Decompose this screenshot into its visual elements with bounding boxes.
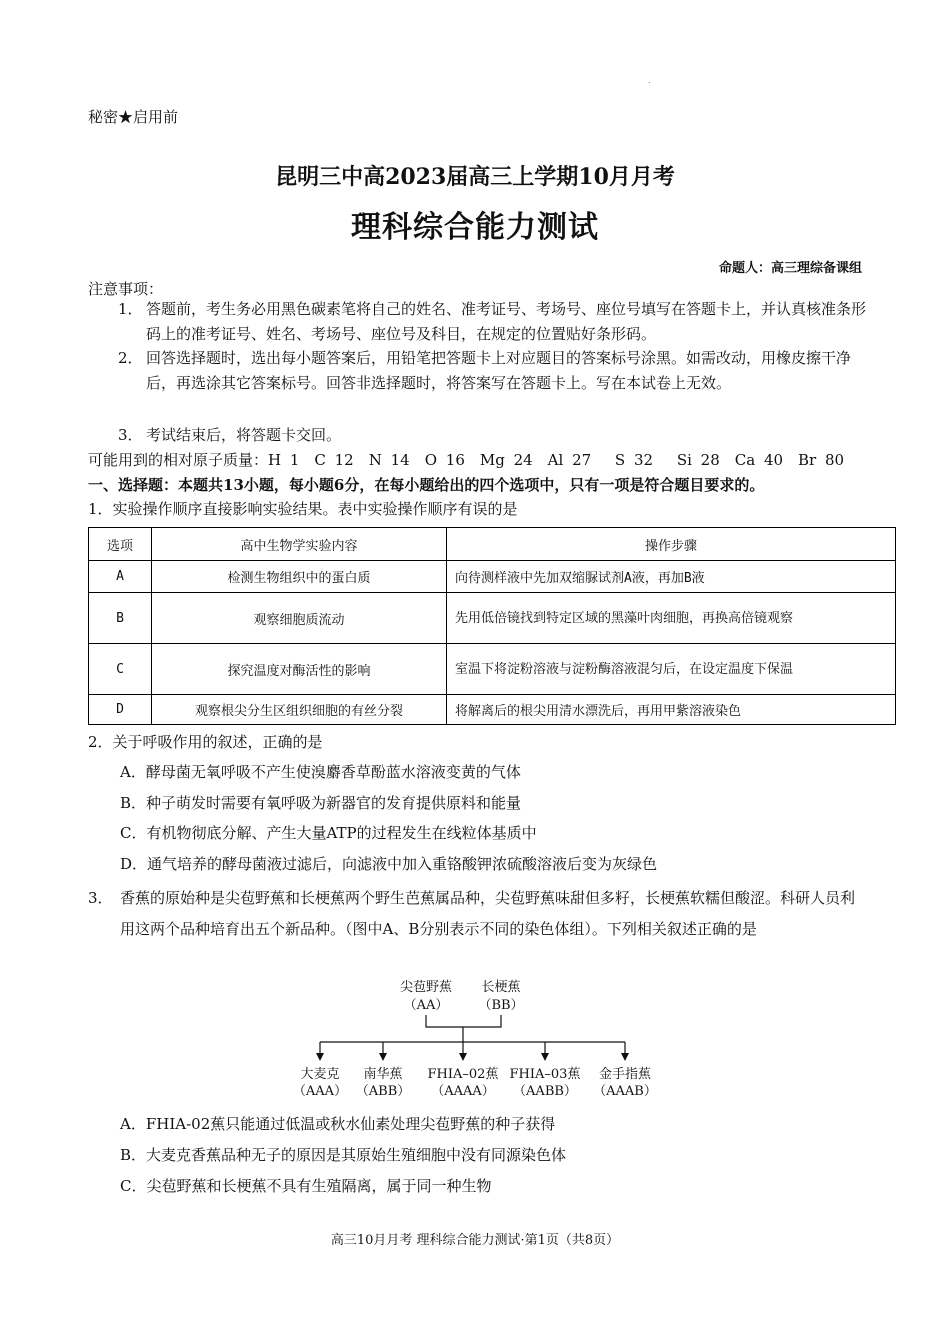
table-cell-steps: 室温下将淀粉溶液与淀粉酶溶液混匀后，在设定温度下保温 (447, 644, 896, 695)
parent-genome: （BB） (478, 998, 524, 1013)
offspring-genome: （AABB） (513, 1084, 577, 1099)
note-item-2 (118, 346, 866, 396)
note-number: 1． (118, 300, 143, 318)
table-row (89, 644, 896, 695)
parent-bracket (426, 1015, 501, 1027)
table-cell-steps: 将解离后的根尖用清水漂洗后，再用甲紫溶液染色 (447, 695, 896, 725)
table-row (89, 593, 896, 644)
table-header: 操作步骤 (447, 528, 896, 561)
offspring-genome: （AAA） (292, 1084, 348, 1099)
table-cell-option: A (89, 561, 152, 593)
table-cell-content: 探究温度对酶活性的影响 (152, 644, 447, 695)
table-cell-content: 检测生物组织中的蛋白质 (152, 561, 447, 593)
offspring-name: 南华蕉 (363, 1067, 403, 1082)
table-cell-option: B (89, 593, 152, 644)
offspring-name: FHIA–03蕉 (509, 1067, 581, 1082)
table-cell-steps: 向待测样液中先加双缩脲试剂A液，再加B液 (447, 561, 896, 593)
exam-author: 命题人：高三理综备课组 (718, 261, 862, 276)
scan-dot: . (648, 76, 651, 85)
note-number: 3． (118, 426, 143, 444)
parent-name: 尖苞野蕉 (399, 980, 453, 995)
arrow-head-icon (621, 1053, 629, 1061)
question-2-option-c: C．有机物彻底分解、产生大量ATP的过程发生在线粒体基质中 (120, 824, 537, 842)
question-3-option-a: A．FHIA-02蕉只能通过低温或秋水仙素处理尖苞野蕉的种子获得 (120, 1115, 556, 1133)
table-row (89, 695, 896, 725)
offspring-genome: （AAAB） (593, 1084, 657, 1099)
table-header-row (89, 528, 896, 561)
question-2-stem: 2．关于呼吸作用的叙述，正确的是 (88, 733, 323, 751)
table-cell-steps: 先用低倍镜找到特定区域的黑藻叶肉细胞，再换高倍镜观察 (447, 593, 896, 644)
note-text: 考试结束后，将答题卡交回。 (146, 426, 342, 444)
table-cell-content: 观察根尖分生区组织细胞的有丝分裂 (152, 695, 447, 725)
atomic-masses: 可能用到的相对原子质量：H 1 C 12 N 14 O 16 Mg 24 Al 27 S 32 Si 28 Ca 40 Br 80 (88, 451, 845, 469)
table-header: 高中生物学实验内容 (152, 528, 447, 561)
offspring-name: 金手指蕉 (598, 1067, 652, 1082)
question-2-option-d: D．通气培养的酵母菌液过滤后，向滤液中加入重铬酸钾浓硫酸溶液后变为灰绿色 (120, 855, 658, 873)
parent-genome: （AA） (403, 998, 449, 1013)
question-2-option-b: B．种子萌发时需要有氧呼吸为新器官的发育提供原料和能量 (120, 794, 522, 812)
question-1-stem: 1．实验操作顺序直接影响实验结果。表中实验操作顺序有误的是 (88, 500, 518, 518)
page-footer: 高三10月月考 理科综合能力测试·第1页（共8页） (330, 1233, 620, 1248)
table-header: 选项 (89, 528, 152, 561)
table-cell-option: D (89, 695, 152, 725)
note-number: 2． (118, 349, 143, 367)
parent-name: 长梗蕉 (481, 980, 521, 995)
note-text: 回答选择题时，选出每小题答案后，用铅笔把答题卡上对应题目的答案标号涂黑。如需改动，用橡皮擦干净后，再选涂其它答案标号。回答非选择题时，将答案写在答题卡上。写在本试卷上无效。 (146, 349, 852, 392)
offspring-genome: （ABB） (355, 1084, 411, 1099)
question-3-text: 香蕉的原始种是尖苞野蕉和长梗蕉两个野生芭蕉属品种，尖苞野蕉味甜但多籽，长梗蕉软糯但酸涩。科研人员利用这两个品种培育出五个新品种。（图中A、B分别表示不同的染色体组）。下列相关叙述正确的是 (120, 889, 856, 938)
table-cell-option: C (89, 644, 152, 695)
offspring-name: 大麦克 (300, 1067, 340, 1082)
question-2-option-a: A．酵母菌无氧呼吸不产生使溴麝香草酚蓝水溶液变黄的气体 (120, 763, 521, 781)
arrow-head-icon (379, 1053, 387, 1061)
confidential-label: 秘密★启用前 (88, 108, 179, 126)
note-item-1 (118, 297, 866, 347)
exam-subject-title: 理科综合能力测试 (351, 210, 599, 245)
notes-heading: 注意事项： (88, 280, 164, 298)
question-3-number: 3． (88, 889, 113, 907)
arrow-head-icon (541, 1053, 549, 1061)
arrow-head-icon (316, 1053, 324, 1061)
exam-title: 昆明三中高2023届高三上学期10月月考 (275, 164, 675, 190)
offspring-name: FHIA–02蕉 (427, 1067, 499, 1082)
table-row (89, 561, 896, 593)
experiment-table (88, 527, 896, 725)
question-3-option-c: C．尖苞野蕉和长梗蕉不具有生殖隔离，属于同一种生物 (120, 1177, 492, 1195)
question-3-option-b: B．大麦克香蕉品种无子的原因是其原始生殖细胞中没有同源染色体 (120, 1146, 567, 1164)
offspring-genome: （AAAA） (431, 1084, 495, 1099)
table-cell-content: 观察细胞质流动 (152, 593, 447, 644)
note-item-3 (118, 423, 866, 448)
banana-breeding-diagram (290, 975, 670, 1105)
question-3-stem (88, 883, 868, 945)
note-text: 答题前，考生务必用黑色碳素笔将自己的姓名、准考证号、考场号、座位号填写在答题卡上，并认真核准条形码上的准考证号、姓名、考场号、座位号及科目，在规定的位置贴好条形码。 (146, 300, 867, 343)
section-heading: 一、选择题：本题共13小题，每小题6分，在每小题给出的四个选项中，只有一项是符合题目要求的。 (88, 476, 765, 494)
arrow-head-icon (459, 1053, 467, 1061)
